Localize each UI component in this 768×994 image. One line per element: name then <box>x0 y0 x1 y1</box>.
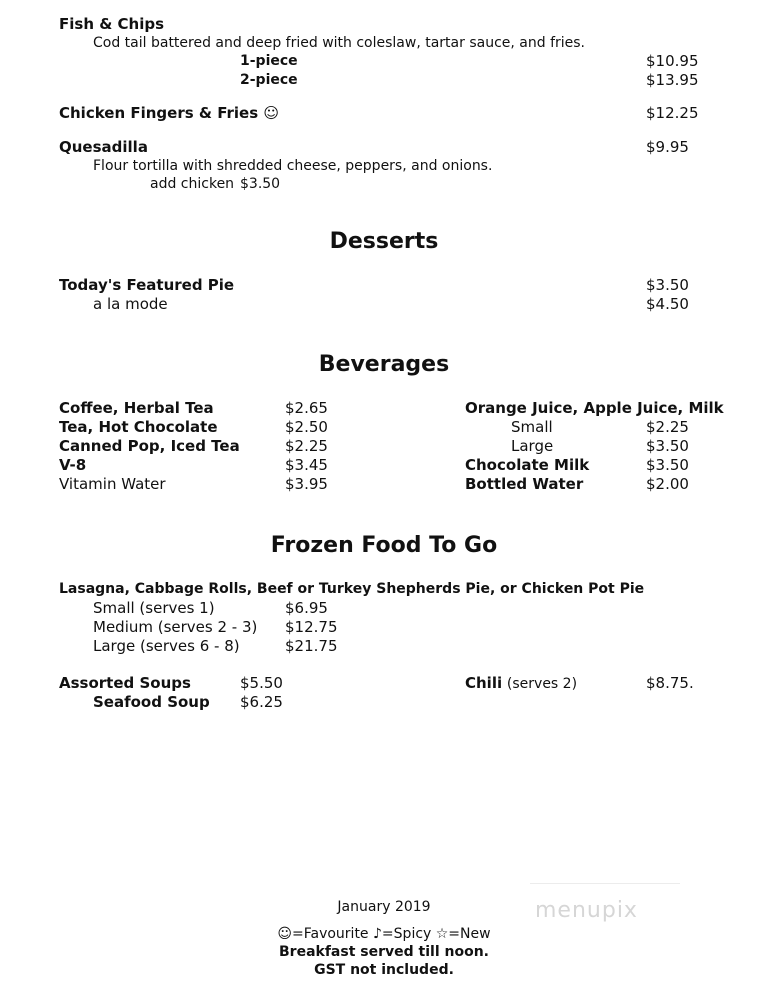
fish-option-price: $13.95 <box>646 71 699 89</box>
beverage-name: Vitamin Water <box>59 475 166 493</box>
seafood-soup-price: $6.25 <box>240 693 283 711</box>
frozen-header: Lasagna, Cabbage Rolls, Beef or Turkey Shepherds Pie, or Chicken Pot Pie <box>59 581 645 597</box>
beverage-name: Coffee, Herbal Tea <box>59 399 214 417</box>
seafood-soup-name: Seafood Soup <box>93 693 210 711</box>
bottled-water-price: $2.00 <box>646 475 689 493</box>
beverage-price: $3.95 <box>285 475 328 493</box>
juice-small-price: $2.25 <box>646 418 689 436</box>
frozen-size-price: $6.95 <box>285 599 328 617</box>
frozen-heading: Frozen Food To Go <box>270 533 498 558</box>
fish-option-label: 2-piece <box>240 72 298 88</box>
juice-large-price: $3.50 <box>646 437 689 455</box>
footer-date: January 2019 <box>337 899 431 915</box>
beverage-price: $2.65 <box>285 399 328 417</box>
chili-price: $8.75. <box>646 674 694 692</box>
footer-gst: GST not included. <box>314 962 454 978</box>
bottled-water-name: Bottled Water <box>465 475 584 493</box>
chili-name: Chili <box>465 674 503 692</box>
pie-name: Today's Featured Pie <box>59 276 235 294</box>
menupix-watermark: menupix <box>535 898 638 923</box>
juice-large-label: Large <box>511 437 554 455</box>
fish-option-price: $10.95 <box>646 52 699 70</box>
quesadilla-price: $9.95 <box>646 138 689 156</box>
juice-small-label: Small <box>511 418 553 436</box>
chocolate-milk-price: $3.50 <box>646 456 689 474</box>
footer-legend: ☺=Favourite ♪=Spicy ☆=New <box>277 926 491 942</box>
beverage-name: Canned Pop, Iced Tea <box>59 437 240 455</box>
fish-option-label: 1-piece <box>240 53 298 69</box>
fish-chips-desc: Cod tail battered and deep fried with coleslaw, tartar sauce, and fries. <box>93 35 586 51</box>
quesadilla-name: Quesadilla <box>59 138 148 156</box>
beverages-heading: Beverages <box>318 352 450 377</box>
watermark-rule <box>530 883 680 884</box>
beverage-price: $3.45 <box>285 456 328 474</box>
frozen-size-label: Medium (serves 2 - 3) <box>93 618 258 636</box>
quesadilla-addon-label: add chicken <box>150 176 235 192</box>
footer-breakfast: Breakfast served till noon. <box>279 944 489 960</box>
desserts-heading: Desserts <box>329 229 439 254</box>
chili-item <box>465 674 577 693</box>
chocolate-milk-name: Chocolate Milk <box>465 456 590 474</box>
chili-note: (serves 2) <box>506 676 578 692</box>
frozen-size-label: Small (serves 1) <box>93 599 215 617</box>
frozen-size-label: Large (serves 6 - 8) <box>93 637 240 655</box>
a-la-mode-label: a la mode <box>93 295 168 313</box>
frozen-size-price: $12.75 <box>285 618 338 636</box>
a-la-mode-price: $4.50 <box>646 295 689 313</box>
beverage-name: V-8 <box>59 456 87 474</box>
fish-chips-name: Fish & Chips <box>59 15 165 33</box>
assorted-soups-price: $5.50 <box>240 674 283 692</box>
quesadilla-addon-price: $3.50 <box>240 176 281 192</box>
quesadilla-desc: Flour tortilla with shredded cheese, peppers, and onions. <box>93 158 493 174</box>
beverage-price: $2.50 <box>285 418 328 436</box>
chicken-fingers-name: Chicken Fingers & Fries ☺ <box>59 104 279 122</box>
beverage-price: $2.25 <box>285 437 328 455</box>
beverage-name: Tea, Hot Chocolate <box>59 418 218 436</box>
frozen-size-price: $21.75 <box>285 637 338 655</box>
chicken-fingers-price: $12.25 <box>646 104 699 122</box>
pie-price: $3.50 <box>646 276 689 294</box>
assorted-soups-name: Assorted Soups <box>59 674 191 692</box>
juice-header: Orange Juice, Apple Juice, Milk <box>465 399 724 417</box>
